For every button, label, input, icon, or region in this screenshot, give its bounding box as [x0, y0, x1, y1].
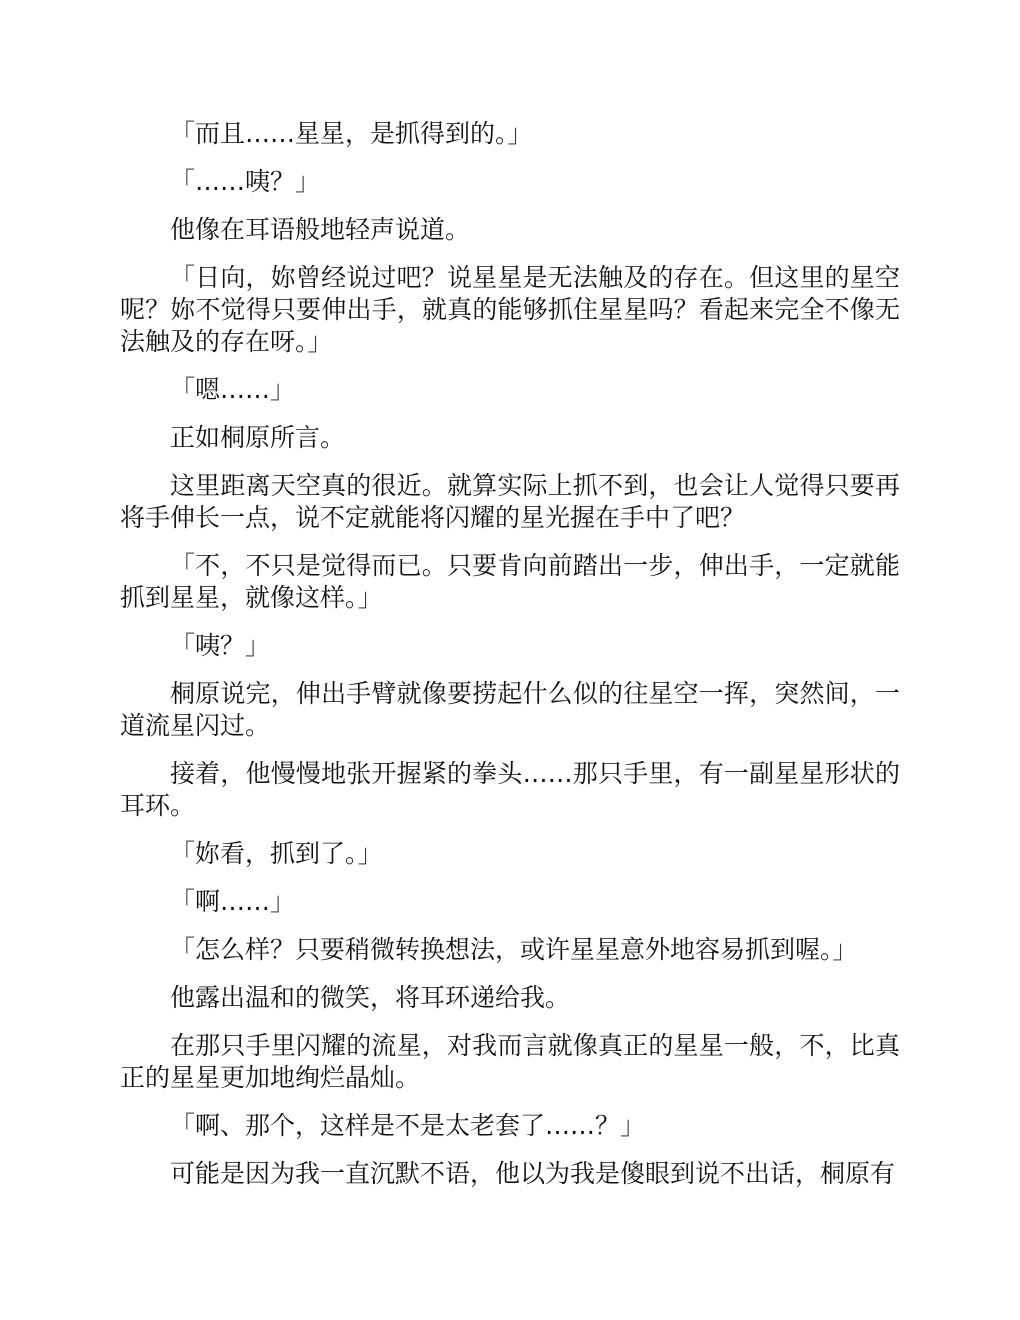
paragraph-7: 这里距离天空真的很近。就算实际上抓不到，也会让人觉得只要再将手伸长一点，说不定就能将闪耀的星光握在手中了吧？: [120, 471, 900, 532]
paragraph-1: 「而且……星星，是抓得到的。」: [170, 119, 533, 148]
paragraph-14: 「怎么样？只要稍微转换想法，或许星星意外地容易抓到喔。」: [170, 935, 858, 964]
paragraph-9: 「咦？」: [170, 631, 271, 660]
paragraph-18: 可能是因为我一直沉默不语，他以为我是傻眼到说不出话，桐原有: [170, 1159, 896, 1188]
paragraph-11: 接着，他慢慢地张开握紧的拳头……那只手里，有一副星星形状的耳环。: [120, 759, 900, 820]
paragraph-5: 「嗯……」: [170, 375, 296, 404]
paragraph-16: 在那只手里闪耀的流星，对我而言就像真正的星星一般，不，比真正的星星更加地绚烂晶灿。: [120, 1031, 900, 1092]
text-body: [120, 118, 900, 1206]
paragraph-12: 「妳看，抓到了。」: [170, 839, 383, 868]
paragraph-17: 「啊、那个，这样是不是太老套了……？」: [170, 1111, 646, 1140]
paragraph-8: 「不，不只是觉得而已。只要肯向前踏出一步，伸出手，一定就能抓到星星，就像这样。」: [120, 551, 900, 612]
paragraph-15: 他露出温和的微笑，将耳环递给我。: [170, 983, 571, 1012]
paragraph-6: 正如桐原所言。: [170, 423, 346, 452]
paragraph-3: 他像在耳语般地轻声说道。: [170, 215, 471, 244]
paragraph-13: 「啊……」: [170, 887, 296, 916]
paragraph-4: 「日向，妳曾经说过吧？说星星是无法触及的存在。但这里的星空呢？妳不觉得只要伸出手，就真的能够抓住星星吗？看起来完全不像无法触及的存在呀。」: [120, 263, 900, 356]
paragraph-10: 桐原说完，伸出手臂就像要捞起什么似的往星空一挥，突然间，一道流星闪过。: [120, 679, 900, 740]
paragraph-2: 「……咦？」: [170, 167, 321, 196]
